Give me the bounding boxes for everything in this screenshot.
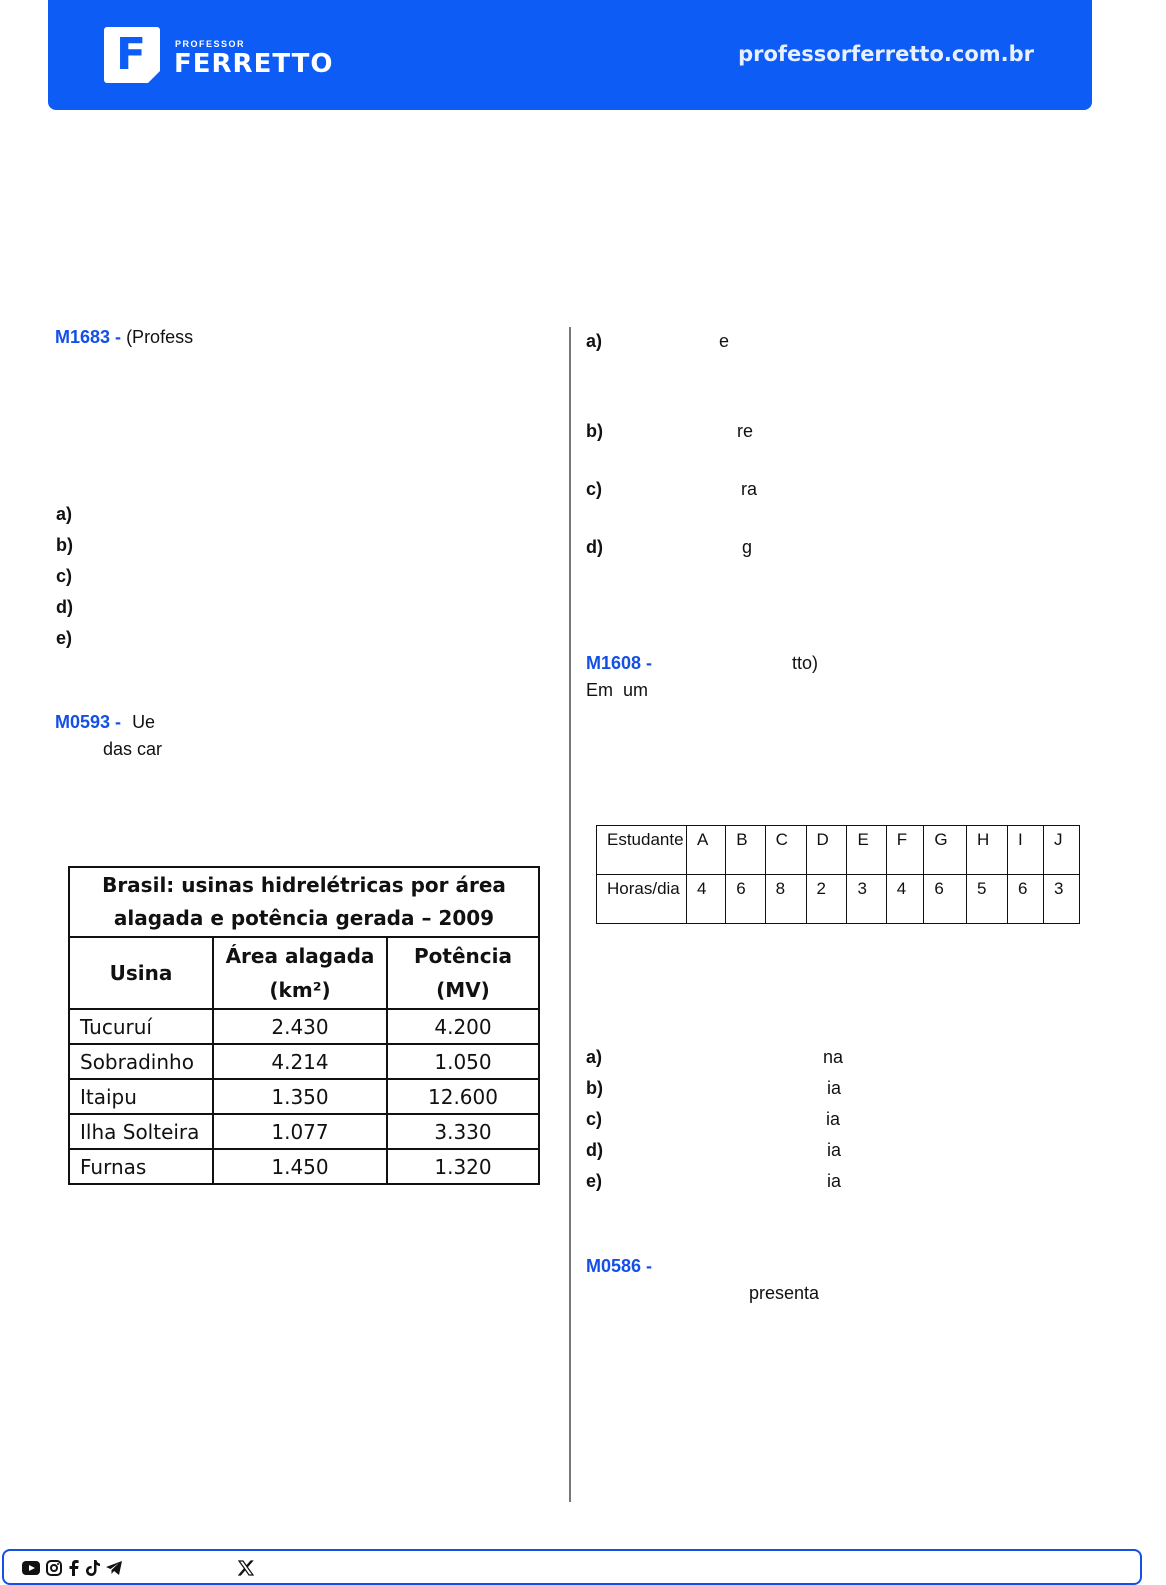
column-divider [569,327,571,1502]
table-cell: G [924,826,967,875]
option-e: e) [56,628,73,648]
option-e [586,1170,842,1192]
site-url[interactable]: professorferretto.com.br [738,42,1034,66]
usina-area: 2.430 [213,1009,387,1044]
option-label: b) [586,1078,603,1098]
table-cell: I [1007,826,1043,875]
table-cell: 4 [886,875,924,924]
option-text: ia [827,1171,842,1191]
table-cell: E [847,826,886,875]
option-d [586,1139,842,1161]
option-b [586,1077,842,1099]
row-label: Estudante [597,826,687,875]
usina-name: Itaipu [69,1079,213,1114]
usina-name: Tucuruí [69,1009,213,1044]
question-text-line2: das car [103,739,163,759]
table-caption: Brasil: usinas hidrelétricas por área alagada e potência gerada – 2009 [69,867,539,937]
option-d: d) [56,597,73,617]
question-m1683 [55,326,193,348]
usina-potencia: 3.330 [387,1114,539,1149]
brand-name: FERRETTO [174,49,334,79]
option-a [586,330,730,352]
facebook-icon[interactable] [68,1560,80,1576]
x-icon[interactable] [238,1560,254,1576]
table-row [69,1044,539,1079]
question-m0586 [586,1255,652,1277]
table-row [69,1079,539,1114]
table-cell: 6 [726,875,765,924]
option-text: ia [826,1109,841,1129]
table-cell: 4 [687,875,726,924]
table-row [69,1114,539,1149]
option-label: d) [586,537,603,557]
table-cell: F [886,826,924,875]
option-text: na [823,1047,844,1067]
option-label: d) [586,1140,603,1160]
usina-potencia: 12.600 [387,1079,539,1114]
option-label: c) [586,1109,603,1129]
table-cell: C [765,826,806,875]
usina-name: Sobradinho [69,1044,213,1079]
option-text: ia [827,1140,842,1160]
question-m0593 [55,711,155,733]
option-text: re [737,421,754,441]
usina-potencia: 1.320 [387,1149,539,1184]
x-social [238,1559,254,1577]
logo-letter: F [116,29,147,80]
table-cell: B [726,826,765,875]
question-text: presenta [749,1283,820,1303]
usina-name: Ilha Solteira [69,1114,213,1149]
table-row [69,1009,539,1044]
instagram-icon[interactable] [46,1560,62,1576]
question-m1608 [586,652,819,674]
option-text: e [719,331,730,351]
option-c [586,1108,841,1130]
option-a: a) [56,504,73,524]
table-cell: 8 [765,875,806,924]
option-label: c) [586,479,603,499]
usinas-table [68,866,540,1185]
usina-area: 4.214 [213,1044,387,1079]
table-row [597,826,1080,875]
ferretto-logo [104,27,160,83]
table-cell: 2 [806,875,847,924]
page-header [48,0,1092,110]
table-cell: J [1043,826,1079,875]
usina-area: 1.450 [213,1149,387,1184]
option-b: b) [56,535,73,555]
question-code: M0586 - [586,1256,653,1276]
table-cell: 6 [924,875,967,924]
question-code: M1683 - [55,327,122,347]
question-text: (Profess [126,327,194,347]
option-c: c) [56,566,73,586]
option-label: e) [586,1171,603,1191]
youtube-icon[interactable] [22,1561,40,1575]
tiktok-icon[interactable] [86,1560,100,1576]
table-cell: H [967,826,1008,875]
page-footer [2,1549,1142,1585]
students-table [596,825,1080,924]
usina-potencia: 4.200 [387,1009,539,1044]
option-text: g [742,537,753,557]
usina-potencia: 1.050 [387,1044,539,1079]
option-d [586,536,753,558]
option-text: ra [741,479,758,499]
brand-subtitle: PROFESSOR [175,39,246,49]
table-cell: 3 [1043,875,1079,924]
question-code: M1608 - [586,653,653,673]
table-row [597,875,1080,924]
option-c [586,478,758,500]
option-text: ia [827,1078,842,1098]
table-cell: 6 [1007,875,1043,924]
option-label: b) [586,421,603,441]
row-label: Horas/dia [597,875,687,924]
social-icons [22,1559,128,1577]
option-b [586,420,754,442]
question-text-line2: Em um [586,680,649,700]
question-text: Ue [132,712,156,732]
usina-area: 1.077 [213,1114,387,1149]
option-label: a) [586,331,603,351]
table-cell: 5 [967,875,1008,924]
question-code: M0593 - [55,712,122,732]
header-potencia: Potência (MV) [387,937,539,1009]
header-usina: Usina [69,937,213,1009]
option-label: a) [586,1047,603,1067]
telegram-icon[interactable] [106,1561,122,1575]
table-cell: A [687,826,726,875]
table-row [69,1149,539,1184]
usina-name: Furnas [69,1149,213,1184]
header-area: Área alagada (km²) [213,937,387,1009]
table-cell: D [806,826,847,875]
table-cell: 3 [847,875,886,924]
usina-area: 1.350 [213,1079,387,1114]
question-text: tto) [792,653,819,673]
logo-notch [148,71,160,83]
option-a [586,1046,844,1068]
